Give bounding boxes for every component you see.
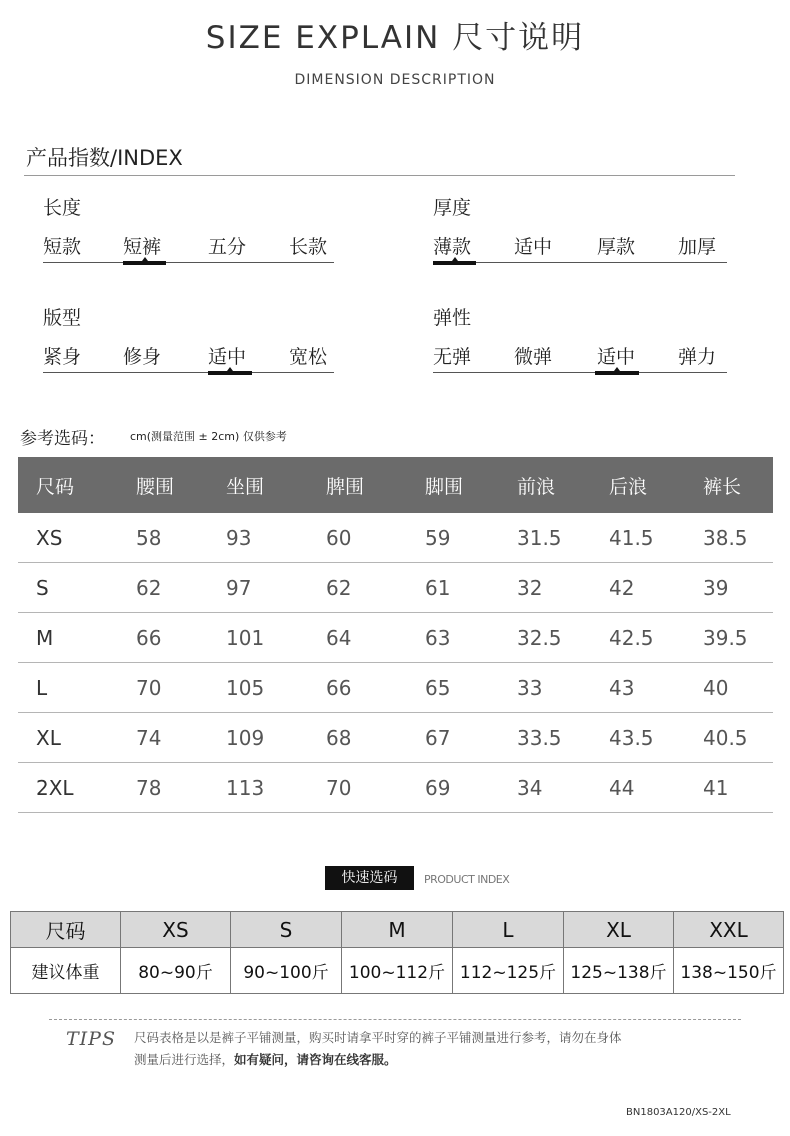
table-cell: 建议体重: [11, 948, 121, 994]
fit-options: [43, 342, 334, 373]
table-cell: 42.5: [591, 613, 685, 663]
col-header-length: 裤长: [685, 457, 773, 513]
table-cell: 62: [308, 563, 407, 613]
table-cell: 105: [208, 663, 308, 713]
fit-option: 修身: [123, 346, 162, 368]
table-cell: 80~90斤: [121, 948, 231, 994]
table-cell: 40: [685, 663, 773, 713]
table-cell: 58: [118, 513, 208, 563]
table-cell: L: [18, 663, 118, 713]
thickness-option: 加厚: [678, 236, 717, 258]
table-cell: L: [453, 912, 564, 948]
weight-table-header: [11, 912, 784, 948]
tips-text-plain: 测量后进行选择，: [134, 1052, 235, 1067]
table-cell: XS: [121, 912, 231, 948]
elasticity-option-selected: 适中: [597, 346, 636, 368]
table-cell: 41: [685, 763, 773, 813]
fit-option: 宽松: [289, 346, 328, 368]
table-cell: XL: [18, 713, 118, 763]
table-cell: 39.5: [685, 613, 773, 663]
reference-label: 参考选码：: [20, 429, 105, 449]
table-cell: M: [342, 912, 453, 948]
tips-text-bold: 如有疑问，请咨询在线客服。: [234, 1052, 397, 1067]
table-cell: 101: [208, 613, 308, 663]
weight-table: [10, 911, 784, 994]
quick-select-badge: 快速选码: [325, 866, 414, 890]
length-option: 短款: [43, 236, 82, 258]
table-cell: 39: [685, 563, 773, 613]
fit-label: 版型: [43, 307, 82, 329]
table-cell: S: [231, 912, 342, 948]
col-header-front-rise: 前浪: [499, 457, 591, 513]
page-title: SIZE EXPLAIN 尺寸说明: [205, 20, 585, 56]
table-cell: XXL: [674, 912, 784, 948]
table-cell: 138~150斤: [674, 948, 784, 994]
elasticity-option: 无弹: [433, 346, 472, 368]
table-cell: 70: [308, 763, 407, 813]
table-cell: 70: [118, 663, 208, 713]
table-cell: 62: [118, 563, 208, 613]
table-cell: 65: [407, 663, 499, 713]
selected-marker: [595, 371, 639, 375]
thickness-label: 厚度: [433, 197, 472, 219]
table-cell: 68: [308, 713, 407, 763]
table-row: [18, 713, 773, 763]
table-row: [18, 563, 773, 613]
product-index-label: PRODUCT INDEX: [424, 873, 510, 886]
table-row: [18, 613, 773, 663]
tips-divider: [49, 1019, 741, 1020]
table-cell: 33.5: [499, 713, 591, 763]
table-cell: XL: [564, 912, 674, 948]
table-cell: 78: [118, 763, 208, 813]
table-cell: 66: [308, 663, 407, 713]
table-cell: 67: [407, 713, 499, 763]
table-row: [18, 663, 773, 713]
table-cell: 33: [499, 663, 591, 713]
thickness-options: [433, 232, 727, 263]
page-subtitle: DIMENSION DESCRIPTION: [294, 72, 496, 88]
fit-option: 紧身: [43, 346, 82, 368]
table-cell: 42: [591, 563, 685, 613]
table-cell: 90~100斤: [231, 948, 342, 994]
col-header-thigh: 脾围: [308, 457, 407, 513]
elasticity-option: 微弹: [514, 346, 553, 368]
table-cell: 41.5: [591, 513, 685, 563]
table-cell: 34: [499, 763, 591, 813]
table-cell: 113: [208, 763, 308, 813]
elasticity-label: 弹性: [433, 307, 472, 329]
table-cell: 32: [499, 563, 591, 613]
elasticity-options: [433, 342, 727, 373]
table-cell: 2XL: [18, 763, 118, 813]
table-cell: 74: [118, 713, 208, 763]
col-header-size: 尺码: [18, 457, 118, 513]
tips-text-line2: [134, 1050, 397, 1068]
col-header-back-rise: 后浪: [591, 457, 685, 513]
length-option: 五分: [208, 236, 247, 258]
index-title: 产品指数/INDEX: [26, 146, 183, 170]
table-cell: 97: [208, 563, 308, 613]
table-cell: 40.5: [685, 713, 773, 763]
fit-option-selected: 适中: [208, 346, 247, 368]
table-cell: 43.5: [591, 713, 685, 763]
length-options: [43, 232, 334, 263]
size-table: [18, 457, 773, 813]
table-cell: XS: [18, 513, 118, 563]
thickness-option-selected: 薄款: [433, 236, 472, 258]
thickness-option: 厚款: [597, 236, 636, 258]
product-code: BN1803A120/XS-2XL: [626, 1107, 731, 1118]
selected-marker: [208, 371, 252, 375]
reference-note: cm(测量范围 ± 2cm) 仅供参考: [130, 430, 287, 443]
thickness-option: 适中: [514, 236, 553, 258]
table-cell: M: [18, 613, 118, 663]
table-cell: 109: [208, 713, 308, 763]
table-cell: 66: [118, 613, 208, 663]
table-cell: 32.5: [499, 613, 591, 663]
tips-text-line1: 尺码表格是以是裤子平铺测量，购买时请拿平时穿的裤子平铺测量进行参考，请勿在身体: [134, 1030, 622, 1045]
length-option: 长款: [289, 236, 328, 258]
selected-marker: [433, 261, 476, 265]
elasticity-option: 弹力: [678, 346, 717, 368]
table-cell: 125~138斤: [564, 948, 674, 994]
selected-marker: [123, 261, 166, 265]
length-label: 长度: [43, 197, 82, 219]
col-header-waist: 腰围: [118, 457, 208, 513]
col-header-leg-opening: 脚围: [407, 457, 499, 513]
table-cell: 尺码: [11, 912, 121, 948]
table-cell: 93: [208, 513, 308, 563]
table-cell: 61: [407, 563, 499, 613]
table-cell: 69: [407, 763, 499, 813]
table-row: [18, 513, 773, 563]
table-cell: 112~125斤: [453, 948, 564, 994]
table-cell: 59: [407, 513, 499, 563]
weight-table-row: [11, 948, 784, 994]
table-cell: 38.5: [685, 513, 773, 563]
table-cell: 31.5: [499, 513, 591, 563]
table-cell: 63: [407, 613, 499, 663]
size-table-header: [18, 457, 773, 513]
tips-heading: TIPS: [66, 1028, 116, 1050]
length-option-selected: 短裤: [123, 236, 162, 258]
table-cell: 43: [591, 663, 685, 713]
table-cell: 64: [308, 613, 407, 663]
col-header-hip: 坐围: [208, 457, 308, 513]
table-cell: S: [18, 563, 118, 613]
table-cell: 100~112斤: [342, 948, 453, 994]
index-divider: [24, 175, 735, 176]
table-cell: 60: [308, 513, 407, 563]
table-cell: 44: [591, 763, 685, 813]
table-row: [18, 763, 773, 813]
